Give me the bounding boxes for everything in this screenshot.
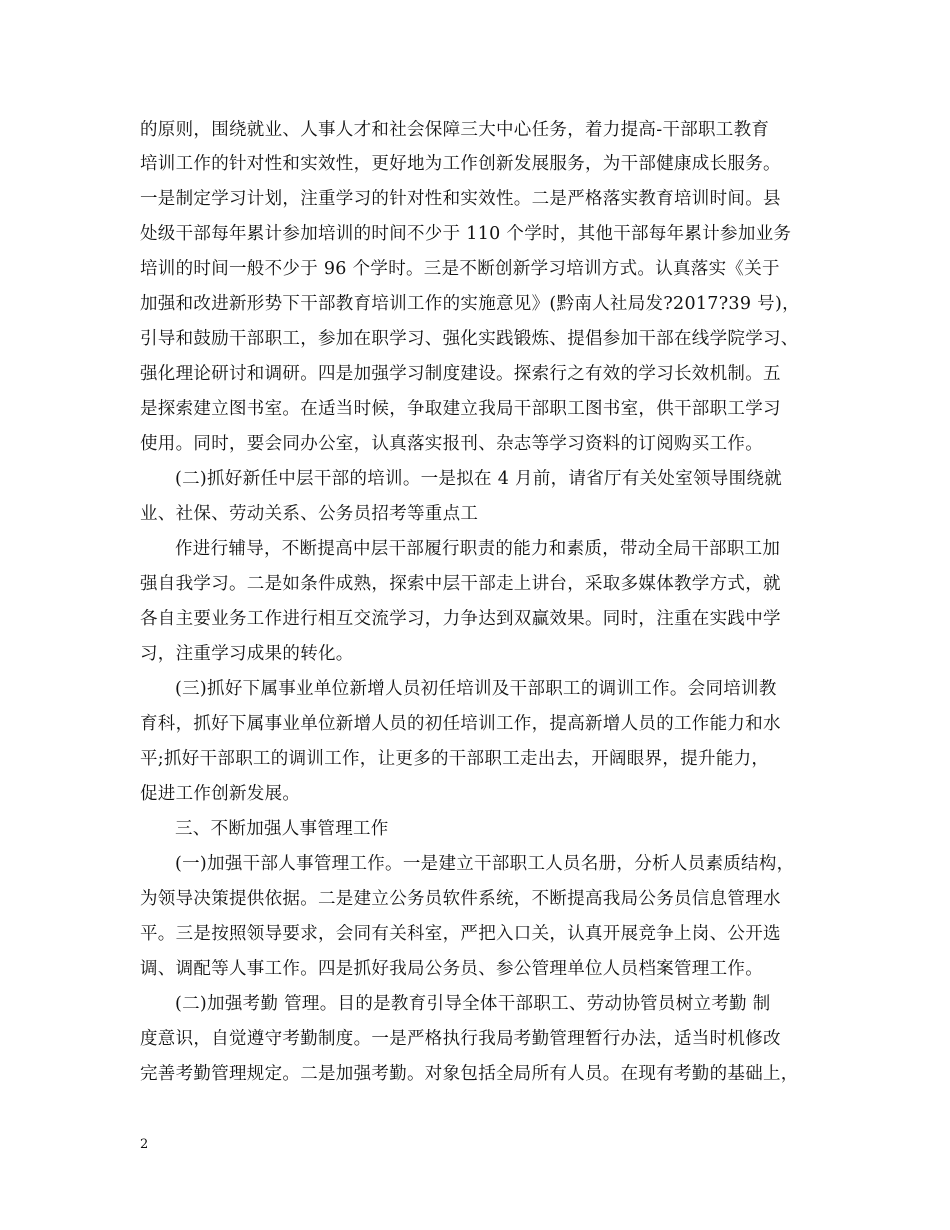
text-line: 强化理论研讨和调研。四是加强学习制度建设。探索行之有效的学习长效机制。五 (140, 364, 781, 384)
paragraph-start-line: (二)加强考勤 管理。目的是教育引导全体干部职工、劳动协管员树立考勤 制 (175, 994, 771, 1014)
text-line: 习，注重学习成果的转化。 (140, 644, 354, 664)
text-line: 完善考勤管理规定。二是加强考勤。对象包括全局所有人员。在现有考勤的基础上， (140, 1064, 799, 1084)
text-line: 育科，抓好下属事业单位新增人员的初任培训工作，提高新增人员的工作能力和水 (140, 714, 781, 734)
text-line: 业、社保、劳动关系、公务员招考等重点工 (140, 504, 479, 524)
text-line: 平。三是按照领导要求，会同有关科室，严把入口关，认真开展竞争上岗、公开选 (140, 924, 781, 944)
text-line: 平;抓好干部职工的调训工作，让更多的干部职工走出去，开阔眼界，提升能力， (140, 749, 770, 769)
text-line: 调、调配等人事工作。四是抓好我局公务员、参公管理单位人员档案管理工作。 (140, 959, 763, 979)
text-line: 为领导决策提供依据。二是建立公务员软件系统，不断提高我局公务员信息管理水 (140, 889, 781, 909)
paragraph-start-line: 作进行辅导，不断提高中层干部履行职责的能力和素质，带动全局干部职工加 (175, 539, 781, 559)
text-line: 一是制定学习计划，注重学习的针对性和实效性。二是严格落实教育培训时间。县 (140, 189, 781, 209)
text-line: 使用。同时，要会同办公室，认真落实报刊、杂志等学习资料的订阅购买工作。 (140, 434, 763, 454)
text-line: 强自我学习。二是如条件成熟，探索中层干部走上讲台，采取多媒体教学方式，就 (140, 574, 781, 594)
text-line: 的原则，围绕就业、人事人才和社会保障三大中心任务，着力提高-干部职工教育 (140, 120, 770, 140)
page-number: 2 (140, 1137, 149, 1152)
text-line: 培训的时间一般不少于 96 个学时。三是不断创新学习培训方式。认真落实《关于 (140, 259, 780, 279)
text-line: 引导和鼓励干部职工，参加在职学习、强化实践锻炼、提倡参加干部在线学院学习、 (140, 329, 799, 349)
paragraph-start-line: (一)加强干部人事管理工作。一是建立干部职工人员名册，分析人员素质结构， (175, 854, 795, 874)
text-line: 促进工作创新发展。 (140, 784, 301, 804)
text-line: 度意识，自觉遵守考勤制度。一是严格执行我局考勤管理暂行办法，适当时机修改 (140, 1029, 781, 1049)
paragraph-start-line: (二)抓好新任中层干部的培训。一是拟在 4 月前，请省厅有关处室领导围绕就 (175, 469, 783, 489)
text-line: 各自主要业务工作进行相互交流学习，力争达到双赢效果。同时，注重在实践中学 (140, 609, 781, 629)
text-line: 是探索建立图书室。在适当时候，争取建立我局干部职工图书室，供干部职工学习 (140, 399, 781, 419)
text-line: 加强和改进新形势下干部教育培训工作的实施意见》(黔南人社局发?2017?39 号)， (140, 294, 800, 314)
text-line: 培训工作的针对性和实效性，更好地为工作创新发展服务，为干部健康成长服务。 (140, 154, 781, 174)
section-heading: 三、不断加强人事管理工作 (175, 819, 389, 839)
text-line: 处级干部每年累计参加培训的时间不少于 110 个学时，其他干部每年累计参加业务 (140, 224, 792, 244)
paragraph-start-line: (三)抓好下属事业单位新增人员初任培训及干部职工的调训工作。会同培训教 (175, 679, 777, 699)
